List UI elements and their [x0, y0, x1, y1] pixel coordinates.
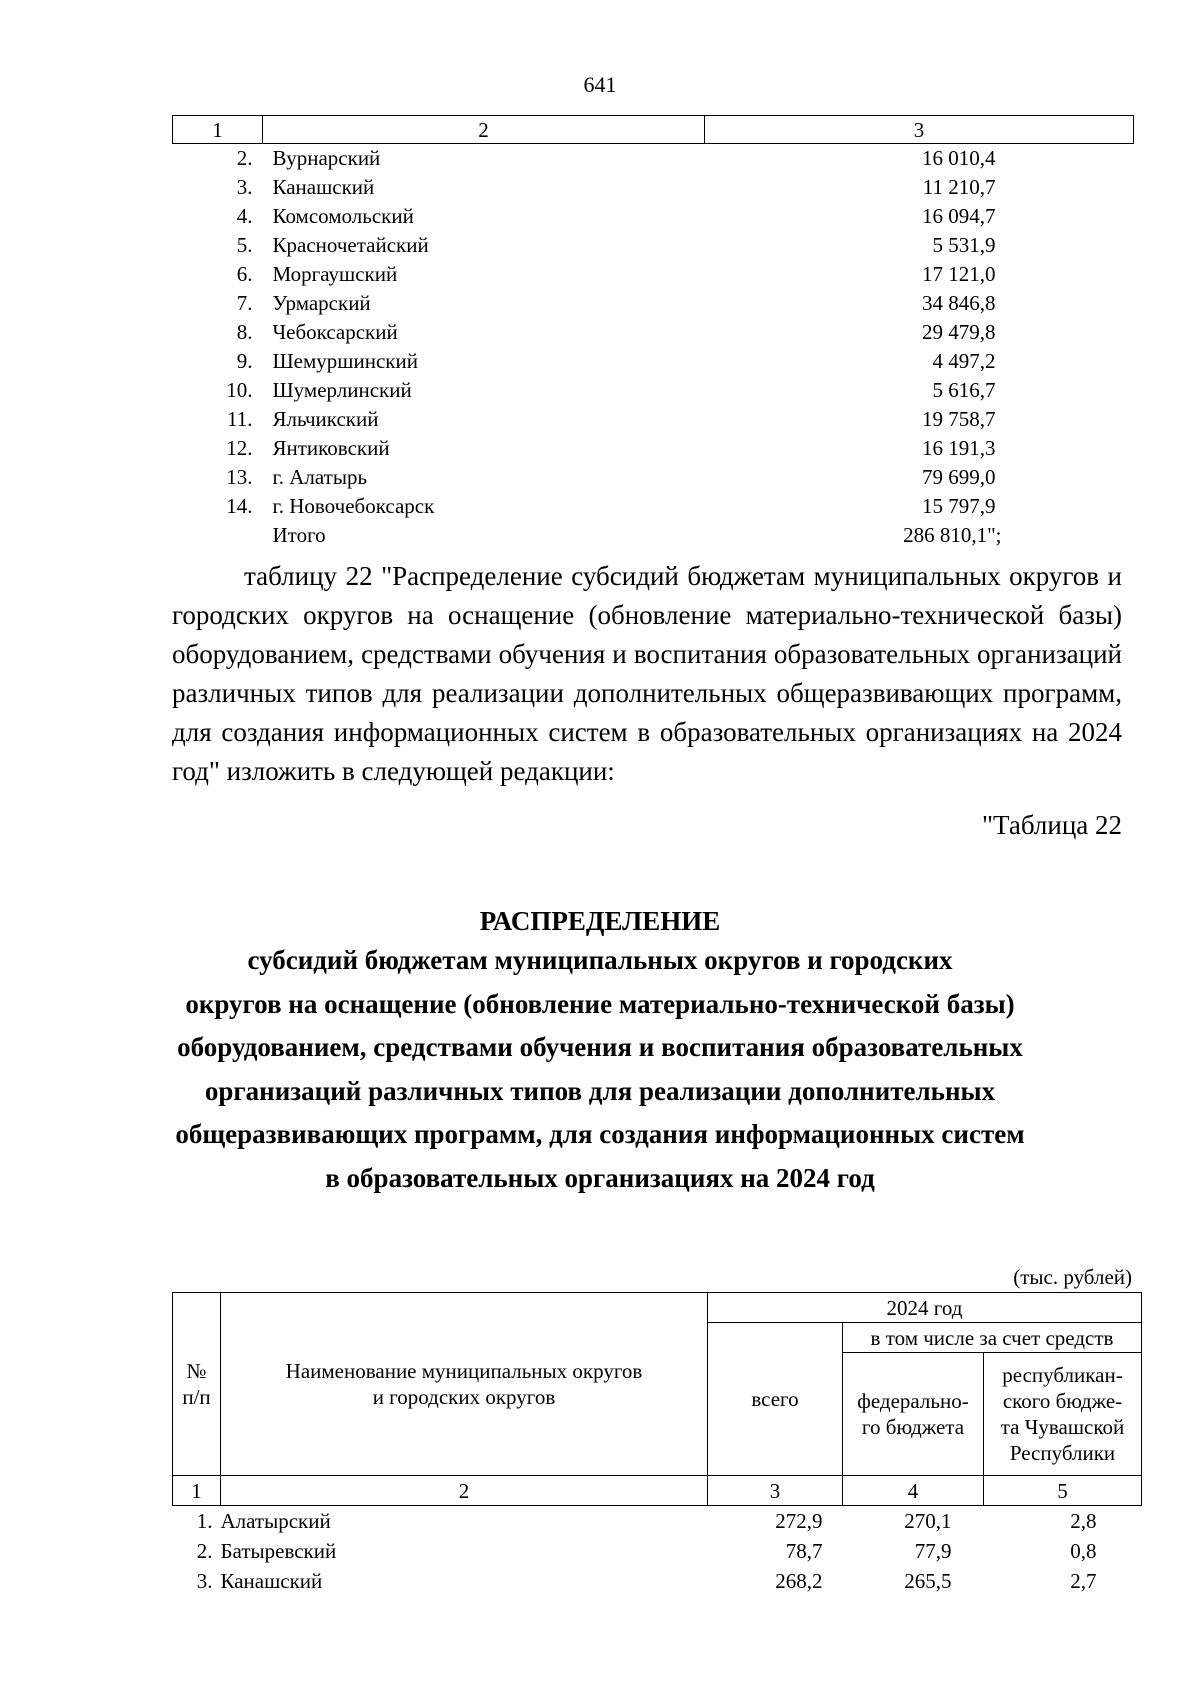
- heading-line: общеразвивающих программ, для создания информационных систем: [175, 1119, 1025, 1149]
- header-year: 2024 год: [708, 1293, 1142, 1323]
- units-label: (тыс. рублей): [1013, 1265, 1132, 1289]
- row-name: Янтиковский: [272, 436, 390, 460]
- row-value: 4 497,2: [932, 349, 996, 373]
- row-federal: 77,9: [914, 1539, 952, 1563]
- header-col-2: 2: [263, 116, 705, 144]
- row-number: 13.: [226, 465, 253, 489]
- row-name: Красночетайский: [272, 233, 429, 257]
- header-federal-line: федерально-: [857, 1389, 969, 1413]
- row-value: 34 846,8: [922, 291, 996, 315]
- row-value: 17 121,0: [922, 262, 996, 286]
- row-value: 79 699,0: [922, 465, 996, 489]
- table-row: [173, 492, 1134, 521]
- header-republic-line: республикан-: [1002, 1363, 1123, 1387]
- header-including: в том числе за счет средств: [843, 1323, 1142, 1353]
- header-federal: [843, 1353, 984, 1476]
- row-number: 14.: [226, 494, 253, 518]
- header-col-3: 3: [705, 116, 1134, 144]
- column-number: 3: [708, 1476, 843, 1506]
- row-federal: 270,1: [904, 1509, 952, 1533]
- header-number-line: п/п: [182, 1385, 211, 1409]
- row-value: 11 210,7: [922, 175, 996, 199]
- header-name-line: и городских округов: [372, 1385, 556, 1409]
- row-name: Шемуршинский: [272, 349, 418, 373]
- total-label: Итого: [272, 523, 326, 547]
- table-row: [173, 289, 1134, 318]
- row-name: Канашский: [220, 1569, 323, 1593]
- row-number: 10.: [226, 378, 253, 402]
- row-value: 19 758,7: [922, 407, 996, 431]
- table-row: [173, 405, 1134, 434]
- continuation-table: [172, 115, 1134, 550]
- table-row: [173, 347, 1134, 376]
- row-republic: 2,7: [1070, 1569, 1097, 1593]
- page-number: 641: [583, 72, 617, 97]
- row-number: 7.: [236, 291, 253, 315]
- row-number: 5.: [236, 233, 253, 257]
- column-number: 5: [984, 1476, 1142, 1506]
- row-name: Канашский: [272, 175, 375, 199]
- row-republic: 0,8: [1070, 1539, 1097, 1563]
- row-name: Яльчикский: [272, 407, 379, 431]
- row-number: 11.: [227, 407, 253, 431]
- table-row: [173, 1536, 1142, 1566]
- header-federal-line: го бюджета: [861, 1415, 965, 1439]
- column-number: 1: [173, 1476, 221, 1506]
- heading-line: субсидий бюджетам муниципальных округов и городских: [247, 945, 953, 975]
- header-republic-line: та Чувашской: [1000, 1415, 1125, 1439]
- table-row: [173, 173, 1134, 202]
- distribution-heading: [100, 903, 1100, 1200]
- row-value: 15 797,9: [922, 494, 996, 518]
- heading-title: РАСПРЕДЕЛЕНИЕ: [479, 906, 721, 936]
- row-number: 2.: [236, 146, 253, 170]
- header-total: всего: [708, 1323, 843, 1476]
- heading-line: в образовательных организациях на 2024 год: [325, 1162, 875, 1193]
- table-row: [173, 1506, 1142, 1537]
- row-number: 9.: [236, 349, 253, 373]
- row-name: Урмарский: [272, 291, 371, 315]
- table-row: [173, 463, 1134, 492]
- distribution-table: [172, 1292, 1142, 1596]
- row-total: 272,9: [775, 1509, 823, 1533]
- row-name: Шумерлинский: [272, 378, 412, 402]
- column-number: 4: [843, 1476, 984, 1506]
- table-row: [173, 376, 1134, 405]
- row-total: 268,2: [775, 1569, 823, 1593]
- header-name-line: Наименование муниципальных округов: [285, 1359, 643, 1383]
- table-row: [173, 202, 1134, 231]
- row-federal: 265,5: [904, 1569, 952, 1593]
- header-col-1: 1: [173, 116, 263, 144]
- row-number: 4.: [236, 204, 253, 228]
- row-total: 78,7: [785, 1539, 823, 1563]
- row-value: 16 094,7: [922, 204, 996, 228]
- row-value: 16 191,3: [922, 436, 996, 460]
- table-row: [173, 318, 1134, 347]
- row-name: Вурнарский: [272, 146, 381, 170]
- header-republic-line: Республики: [1009, 1441, 1116, 1465]
- row-number: 12.: [226, 436, 253, 460]
- row-value: 5 531,9: [932, 233, 996, 257]
- heading-line: округов на оснащение (обновление материально-технической базы): [185, 988, 1015, 1019]
- row-name: Батыревский: [220, 1539, 337, 1563]
- table-header-row: [173, 1293, 1142, 1323]
- row-value: 29 479,8: [922, 320, 996, 344]
- header-number-cell: [173, 1293, 221, 1476]
- table-row: [173, 434, 1134, 463]
- header-name-cell: [221, 1293, 708, 1476]
- table-row: [173, 231, 1134, 260]
- table-row: [173, 260, 1134, 289]
- row-number: 3.: [196, 1569, 213, 1593]
- row-number: 1.: [196, 1509, 213, 1533]
- row-name: г. Новочебоксарск: [272, 494, 435, 518]
- row-number: 2.: [196, 1539, 213, 1563]
- header-number-line: №: [186, 1359, 207, 1383]
- table-row: [173, 1566, 1142, 1596]
- total-row: [173, 521, 1134, 550]
- table-caption: "Таблица 22: [982, 810, 1122, 840]
- continuation-table-header: [173, 116, 1134, 144]
- row-name: Алатырский: [220, 1509, 331, 1533]
- row-republic: 2,8: [1070, 1509, 1097, 1533]
- row-value: 5 616,7: [932, 378, 996, 402]
- header-republic: [984, 1353, 1142, 1476]
- row-name: Комсомольский: [272, 204, 414, 228]
- column-number: 2: [221, 1476, 708, 1506]
- row-number: 3.: [236, 175, 253, 199]
- total-value: 286 810,1";: [903, 523, 1002, 547]
- heading-line: оборудованием, средствами обучения и воспитания образовательных: [177, 1032, 1023, 1062]
- header-republic-line: ского бюдже-: [1002, 1389, 1123, 1413]
- column-numbers-row: [173, 1476, 1142, 1506]
- row-name: Чебоксарский: [272, 320, 398, 344]
- table-row: [173, 144, 1134, 174]
- heading-line: организаций различных типов для реализации дополнительных: [204, 1075, 996, 1106]
- row-name: г. Алатырь: [272, 465, 368, 489]
- row-value: 16 010,4: [922, 146, 996, 170]
- row-name: Моргаушский: [272, 262, 398, 286]
- row-number: 6.: [236, 262, 253, 286]
- body-paragraph: таблицу 22 "Распределение субсидий бюджетам муниципальных округов и городских округов на оснащение (обновление материально-технической базы) оборудованием, средствами обучения и воспитания образовательных организаций различных типов для реализации дополнительных общеразвивающих программ, для создания информационных систем в образовательных организациях на 2024 год" изложить в следующей редакции:: [172, 561, 1122, 786]
- row-number: 8.: [236, 320, 253, 344]
